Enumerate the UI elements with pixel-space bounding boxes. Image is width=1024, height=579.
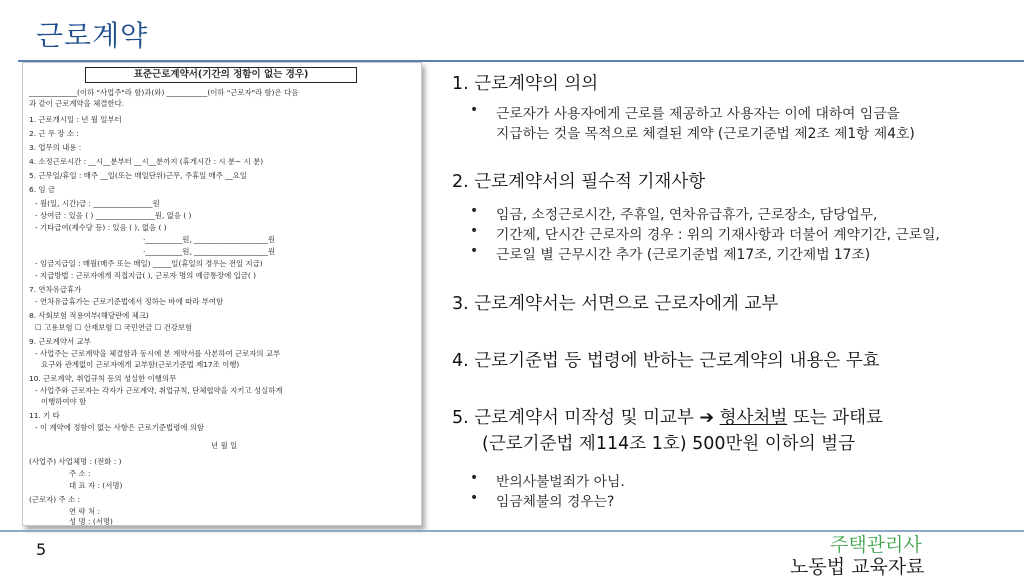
contract-line: - 월(일, 시간)급 : ________________원 [35, 199, 160, 208]
bullet-text: 근로자가 사용자에게 근로를 제공하고 사용자는 이에 대하여 임금을 [496, 106, 900, 122]
bullet-continuation: 지급하는 것을 목적으로 체결된 계약 (근로기준법 제2조 제1항 제4호) [496, 126, 915, 142]
bullet-text: 근로일 별 근무시간 추가 (근로기준법 제17조, 기간제법 17조) [496, 247, 871, 263]
contract-line: - 임금지급일 : 매월(매주 또는 매일) _____일(휴일의 경우는 전일 지급) [35, 259, 263, 268]
contract-line: - 이 계약에 정함이 없는 사항은 근로기준법령에 의함 [35, 423, 205, 432]
contract-line: - 사업주와 근로자는 각자가 근로계약, 취업규칙, 단체협약을 지키고 성실하게 [35, 386, 283, 395]
bullet-icon: • [470, 102, 479, 118]
bullet-icon: • [470, 470, 479, 486]
contract-line: - 기타급여(제수당 등) : 있음 ( ), 없음 ( ) [35, 223, 167, 232]
section-heading [452, 404, 883, 429]
contract-line: 10. 근로계약, 취업규칙 등의 성실한 이행의무 [29, 374, 177, 383]
bullet-icon: • [470, 223, 479, 239]
bullet-icon: • [470, 490, 479, 506]
contract-line: ·__________원, ____________________원 [143, 235, 276, 244]
contract-line: 6. 임 금 [29, 185, 56, 194]
section-heading-line2: (근로기준법 제114조 1호) 500만원 이하의 벌금 [482, 434, 855, 454]
contract-line: 2. 근 무 장 소 : [29, 129, 79, 138]
contract-line: 1. 근로개시일 : 년 월 일부터 [29, 115, 122, 124]
bullet-icon: • [470, 203, 479, 219]
contract-line: 연 락 처 : [69, 507, 100, 516]
contract-line: 5. 근무일/휴일 : 매주 __일(또는 매일단위)근무, 주휴일 매주 __요일 [29, 171, 247, 180]
contract-line: 성 명 : (서명) [69, 517, 113, 526]
contract-line: 요구와 관계없이 근로자에게 교부함(근로기준법 제17조 이행) [41, 360, 240, 369]
heading-part: 또는 과태료 [787, 408, 883, 428]
contract-line: 11. 기 타 [29, 411, 60, 420]
contract-line: ☐ 고용보험 ☐ 산재보험 ☐ 국민연금 ☐ 건강보험 [35, 323, 193, 332]
contract-line: 3. 업무의 내용 : [29, 143, 82, 152]
contract-line: 대 표 자 : (서명) [69, 481, 123, 490]
contract-line: _____________(이하 "사업주"라 함)과(와) ___________(이하 "근로자"라 함)은 다음 [29, 88, 299, 97]
page-title: 근로계약 [36, 19, 149, 52]
section-heading: 3. 근로계약서는 서면으로 근로자에게 교부 [452, 294, 779, 314]
contract-line: 년 월 일 [211, 441, 238, 450]
contract-line: - 지급방법 : 근로자에게 직접지급( ), 근로자 명의 예금통장에 입금( ) [35, 271, 257, 280]
bullet-text: 반의사불벌죄가 아님. [496, 474, 625, 490]
contract-line: (근로자) 주 소 : [29, 495, 81, 504]
contract-title: 표준근로계약서(기간의 정함이 없는 경우) [85, 67, 357, 83]
contract-line: - 연차유급휴가는 근로기준법에서 정하는 바에 따라 부여함 [35, 297, 224, 306]
bullet-text: 임금체불의 경우는? [496, 494, 615, 510]
contract-line: 이행하여야 함 [41, 397, 87, 406]
contract-line: - 상여금 : 있음 ( ) ________________원, 없음 ( ) [35, 211, 192, 220]
contract-line: 9. 근로계약서 교부 [29, 337, 91, 346]
footer-subtitle: 노동법 교육자료 [790, 556, 925, 578]
contract-line: 과 같이 근로계약을 체결한다. [29, 99, 125, 108]
footer-brand: 주택관리사 [830, 534, 922, 556]
heading-emphasis: 형사처벌 [719, 408, 788, 428]
heading-part: 5. 근로계약서 미작성 및 미교부 [452, 408, 700, 428]
contract-document [22, 62, 422, 526]
slide-number: 5 [36, 540, 47, 559]
bullet-icon: • [470, 243, 479, 259]
arrow-right-icon: ➔ [699, 408, 715, 428]
contract-line: ·__________원, ____________________원 [143, 247, 276, 256]
contract-line: 8. 사회보험 적용여부(해당란에 체크) [29, 311, 149, 320]
contract-line: 7. 연차유급휴가 [29, 285, 82, 294]
section-heading: 1. 근로계약의 의의 [452, 74, 599, 94]
section-heading: 4. 근로기준법 등 법령에 반하는 근로계약의 내용은 무효 [452, 351, 880, 371]
contract-line: - 사업주는 근로계약을 체결함과 동시에 본 계약서를 사본하여 근로자의 교부 [35, 349, 281, 358]
contract-line: 4. 소정근로시간 : __시__분부터 __시__분까지 (휴게시간 : 시 분~ 시 분) [29, 157, 264, 166]
bullet-text: 기간제, 단시간 근로자의 경우 : 위의 기재사항과 더불어 계약기간, 근로일, [496, 227, 940, 243]
section-heading: 2. 근로계약서의 필수적 기재사항 [452, 172, 706, 192]
contract-line: 주 소 : [69, 469, 91, 478]
bullet-text: 임금, 소정근로시간, 주휴일, 연차유급휴가, 근로장소, 담당업무, [496, 207, 878, 223]
contract-line: (사업주) 사업체명 : (전화 : ) [29, 457, 122, 466]
